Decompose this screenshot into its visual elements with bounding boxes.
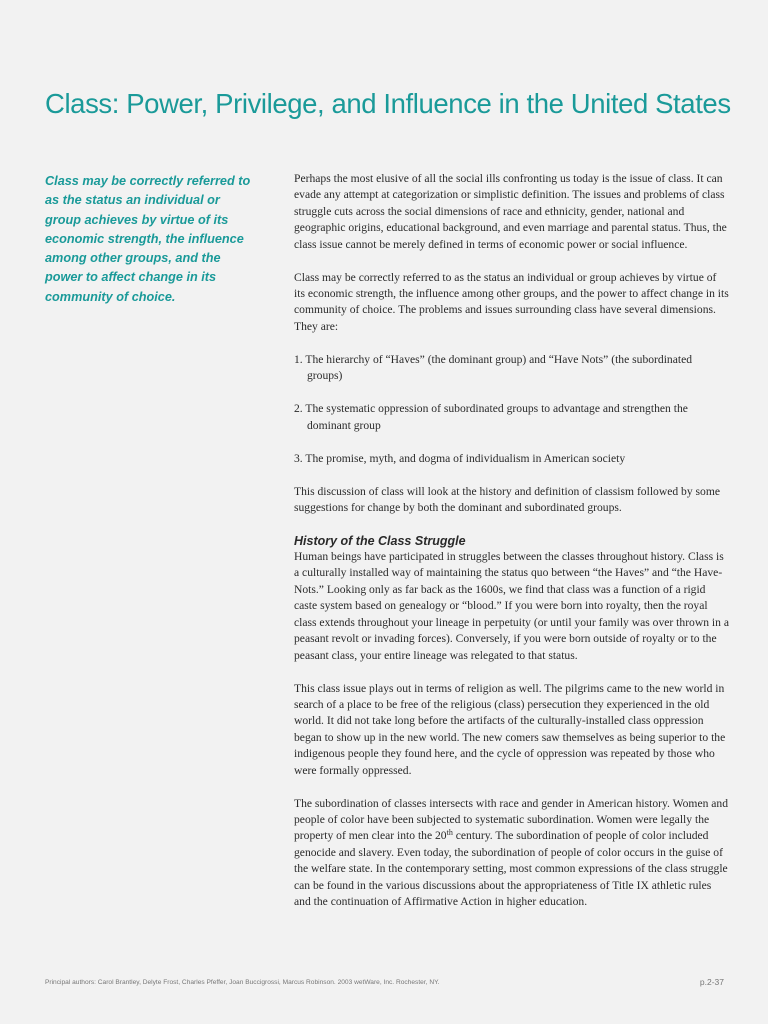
paragraph-history: Human beings have participated in struggles between the classes throughout history. Class is a culturally installed way of maintaining the status quo between “the Haves” and “the Have-Nots.” Looking only as far back as the 1600s, we find that class was a function of a rigid caste system based on genealogy or “blood.” If you were born into royalty, then the royal class extends throughout your lineage in perpetuity (or until your family was over thrown in a peasant revolt or invading forces). Conversely, if you were born outside of royalty or to the peasant class, your entire lineage was relegated to that status. [294, 550, 729, 662]
paragraph-religion: This class issue plays out in terms of religion as well. The pilgrims came to the new world in search of a place to be free of the religious (class) persecution they experienced in the old world. It did not take long before the artifacts of the culturally-installed class oppression began to show up in the new world. The new comers saw themselves as being superior to the indigenous people they found here, and the cycle of oppression was repeated by those who were formally oppressed. [294, 681, 726, 777]
paragraph-intro: Perhaps the most elusive of all the social ills confronting us today is the issue of class. It can evade any attempt at categorization or simplistic definition. The issues and problems of class struggle cuts across the social dimensions of race and ethnicity, gender, national and geographic origins, educational background, and even marriage and parental status. Thus, the class issue cannot be merely defined in terms of economic power or social influence. [294, 172, 727, 251]
footer-credits: Principal authors: Carol Brantley, Delyte Frost, Charles Pfeffer, Joan Buccigrossi, Marcus Robinson. 2003 wetWare, Inc. Rochester, NY. [45, 979, 440, 986]
list-item: 1. The hierarchy of “Haves” (the dominant group) and “Have Nots” (the subordinated groups) [294, 352, 693, 383]
paragraph-text: The subordination of classes intersects with race and gender in American history. Women and people of color have been subjected to systematic subordination. Women were legally the property of men clear into the 20 [294, 796, 729, 843]
page-title: Class: Power, Privilege, and Influence in the United States [45, 88, 731, 119]
paragraph-discussion: This discussion of class will look at the history and definition of classism followed by some suggestions for change by both the dominant and subordinated groups. [294, 484, 721, 515]
pull-quote: Class may be correctly referred to as the status an individual or group achieves by virtue of its economic strength, the influence among other groups, and the power to affect change in its community of choice. [45, 174, 251, 304]
superscript: th [446, 828, 453, 838]
body-text [294, 171, 730, 927]
paragraph-definition: Class may be correctly referred to as the status an individual or group achieves by virtue of its economic strength, the influence among other groups, and the power to affect change in its community of choice. The problems and issues surrounding class have several dimensions. They are: [294, 270, 729, 333]
list-item: 3. The promise, myth, and dogma of individualism in American society [294, 451, 626, 465]
dimensions-list [294, 352, 730, 467]
paragraph-race-gender [294, 796, 730, 911]
paragraph-text: century. The subordination of people of color included genocide and slavery. Even today, the subordination of people of color occurs in the guise of the welfare state. In the contemporary setting, most common expressions of the class struggle can be found in the various discussions about the appropriateness of Title IX athletic rules and the continuation of Affirmative Action in higher education. [294, 829, 728, 908]
section-heading: History of the Class Struggle [294, 534, 466, 549]
list-item: 2. The systematic oppression of subordinated groups to advantage and strengthen the dominant group [294, 402, 688, 432]
page-number: p.2-37 [699, 977, 724, 987]
